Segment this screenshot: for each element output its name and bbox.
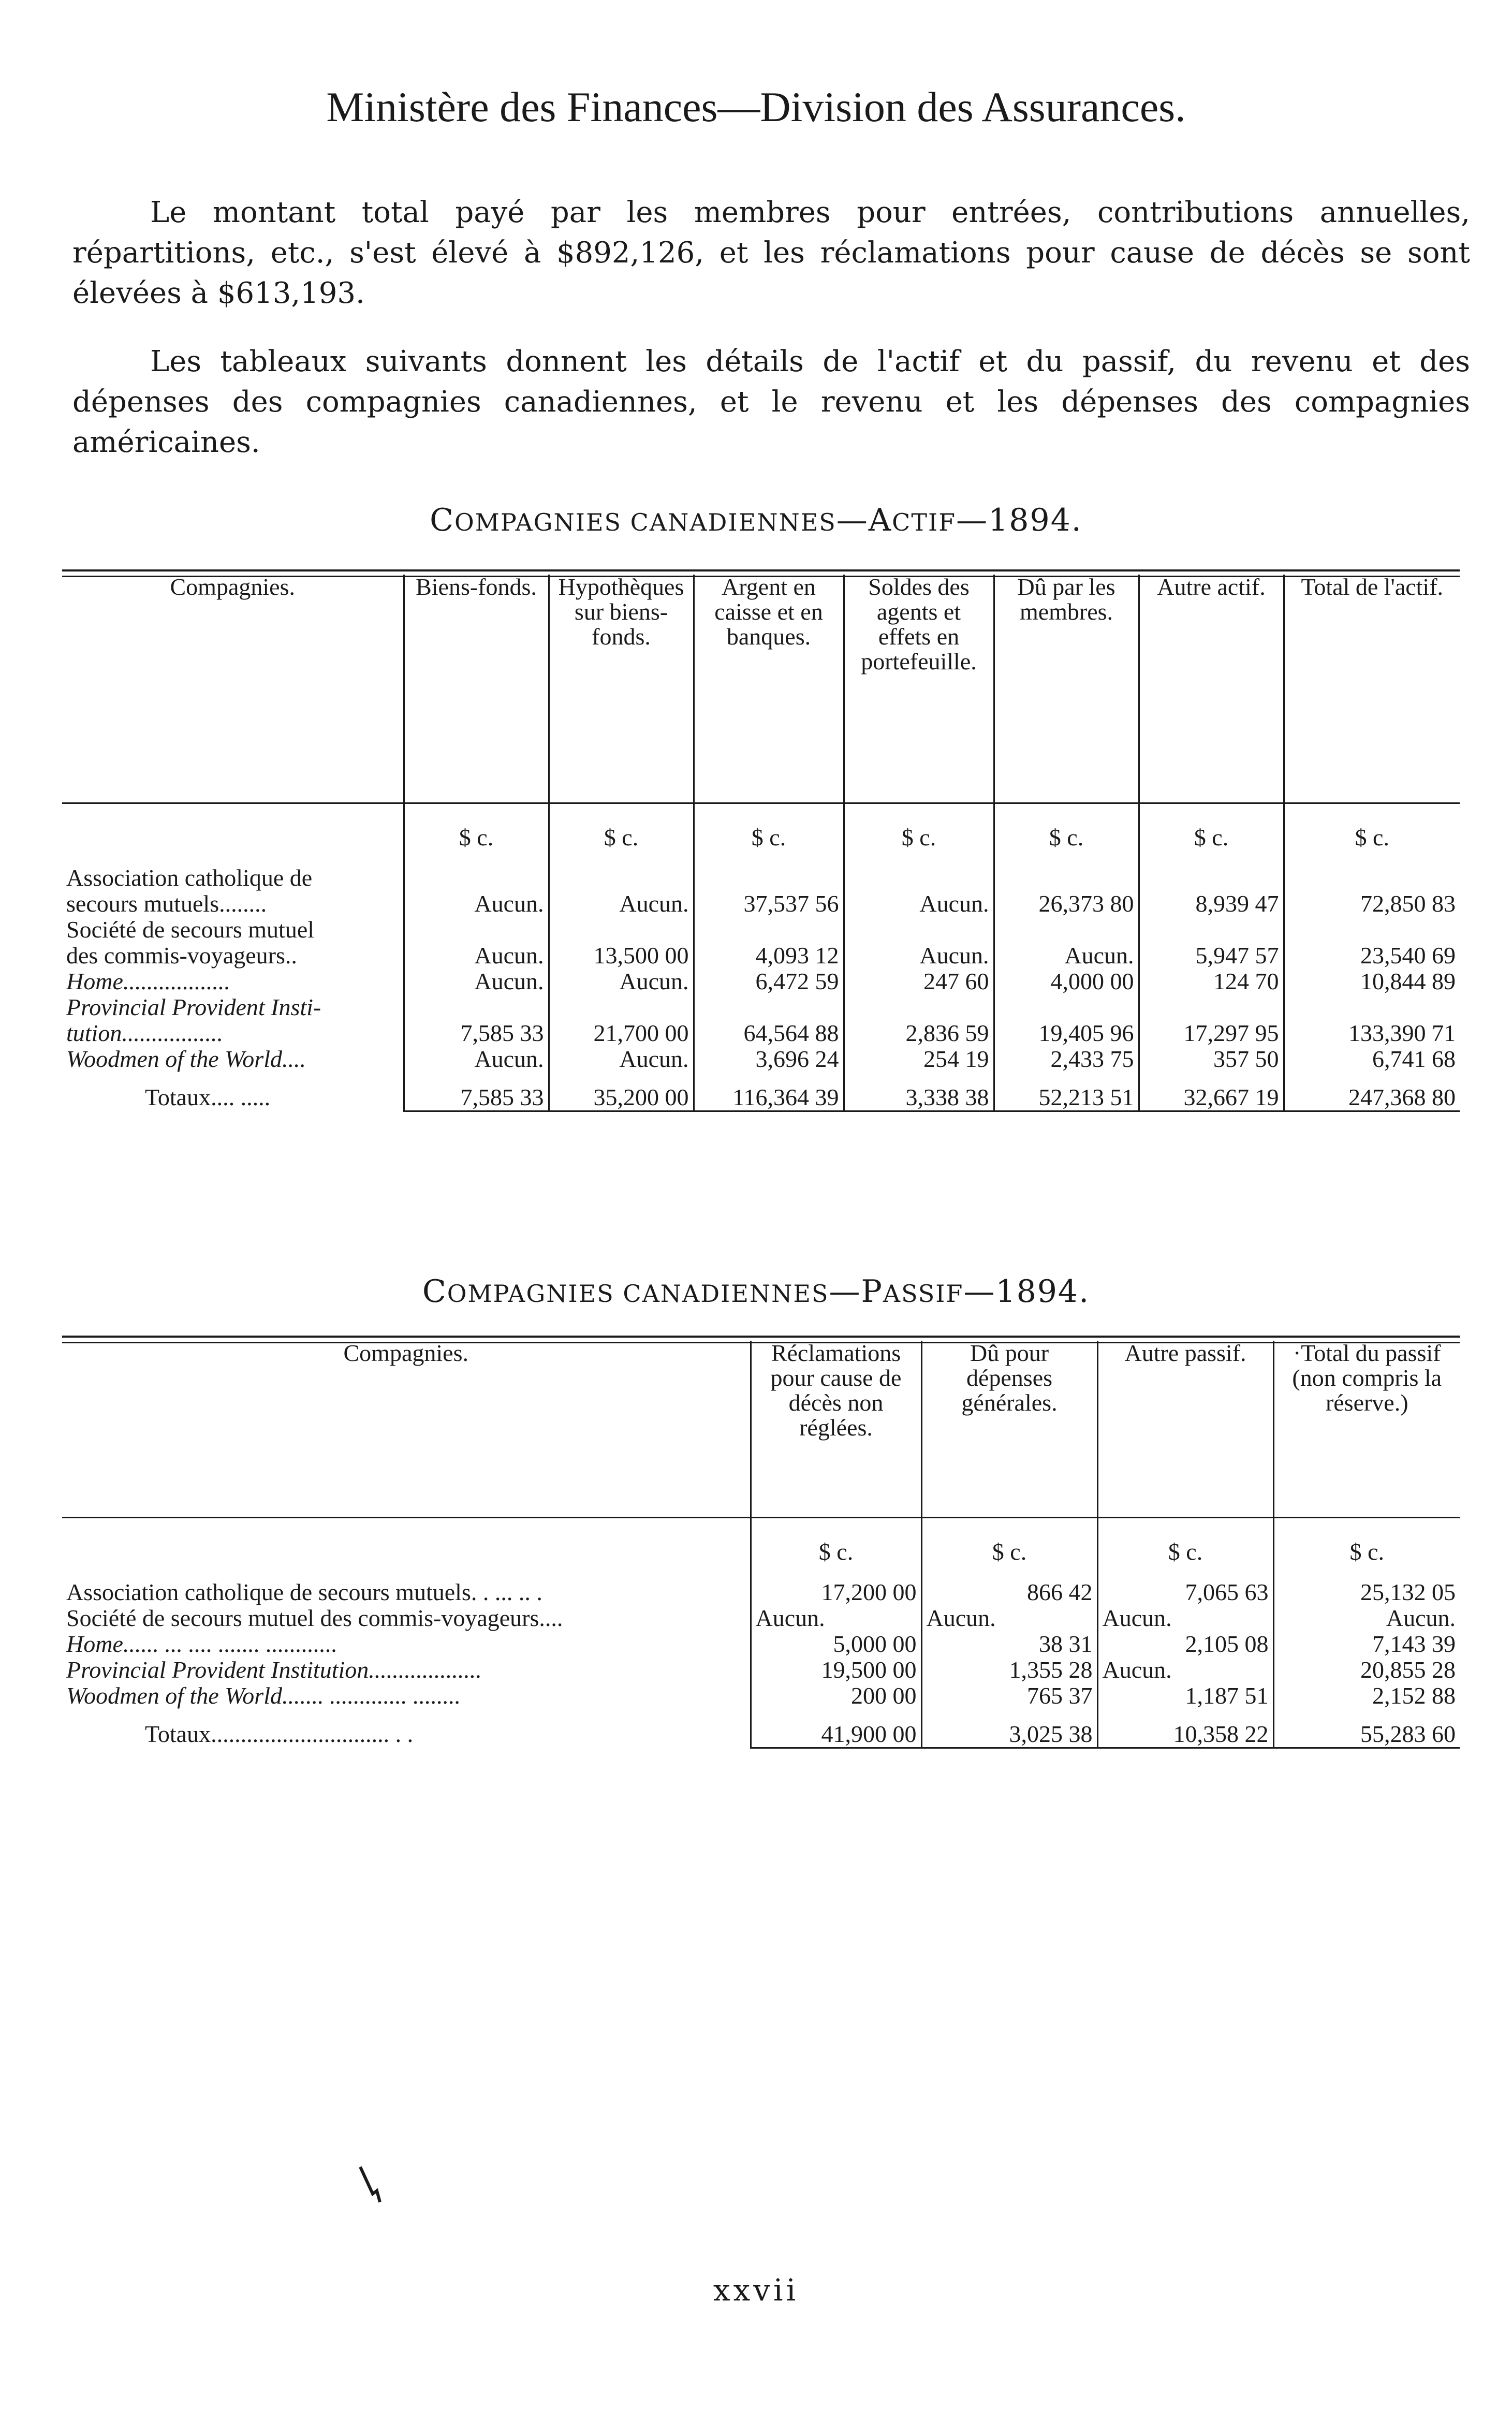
cell-value: 7,065 63: [1097, 1579, 1273, 1605]
cell-value: 26,373 80: [994, 865, 1139, 917]
totals-row: [62, 1072, 1460, 1111]
cell-value: Aucun.: [1273, 1605, 1460, 1631]
totals-label: Totaux.... .....: [145, 1084, 271, 1110]
cell-value: Aucun.: [549, 1046, 694, 1072]
intro-paragraph-2: Les tableaux suivants donnent les détails de l'actif et du passif, du revenu et des dépenses des compagnies canadiennes, et le revenu et les dépenses des compagnies américaines.: [72, 345, 1470, 459]
passif-header-total: ·Total du passif (non compris la réserve.): [1273, 1341, 1460, 1518]
cell-value: 1,355 28: [921, 1657, 1097, 1683]
cell-value: Aucun.: [844, 917, 994, 969]
cell-value: Aucun.: [921, 1605, 1097, 1631]
cell-value: 7,585 33: [404, 994, 549, 1046]
cell-value: 2,152 88: [1273, 1683, 1460, 1709]
total-value: 32,667 19: [1139, 1072, 1284, 1111]
cell-value: 64,564 88: [694, 994, 844, 1046]
cell-value: 19,500 00: [751, 1657, 921, 1683]
intro-paragraph-1: Le montant total payé par les membres pour entrées, contributions annuelles, répartitions, etc., s'est élevé à $892,126, et les réclamations pour cause de décès se sont élevées à $613,193.: [72, 196, 1470, 310]
passif-table: [62, 1341, 1460, 1762]
cell-value: 2,105 08: [1097, 1631, 1273, 1657]
cell-value: Aucun.: [994, 917, 1139, 969]
company-name: Home..................: [66, 968, 230, 994]
unit-label: $ c.: [1139, 804, 1284, 865]
total-value: 247,368 80: [1284, 1072, 1460, 1111]
total-value: 3,338 38: [844, 1072, 994, 1111]
company-name: Association catholique de secours mutuels........: [66, 864, 313, 917]
total-value: 35,200 00: [549, 1072, 694, 1111]
cell-value: 2,836 59: [844, 994, 994, 1046]
table-row: [62, 1683, 1460, 1709]
unit-label: $ c.: [1284, 804, 1460, 865]
unit-label: $ c.: [751, 1518, 921, 1579]
cell-value: Aucun.: [844, 865, 994, 917]
page-number: xxvii: [713, 2273, 799, 2308]
cell-value: 20,855 28: [1273, 1657, 1460, 1683]
actif-header-du-par-membres: Dû par les membres.: [994, 575, 1139, 803]
actif-header-compagnies: Compagnies.: [170, 574, 295, 600]
cell-value: 6,741 68: [1284, 1046, 1460, 1072]
cell-value: Aucun.: [1097, 1657, 1273, 1683]
table-row: [62, 865, 1460, 917]
cell-value: Aucun.: [751, 1605, 921, 1631]
actif-top-rule: [62, 569, 1460, 571]
cell-value: Aucun.: [549, 865, 694, 917]
company-name: Société de secours mutuel des commis-voyageurs....: [66, 1605, 563, 1631]
cell-value: 8,939 47: [1139, 865, 1284, 917]
table-row: [62, 969, 1460, 994]
actif-table-title: COMPAGNIES CANADIENNES—ACTIF—1894.: [430, 502, 1082, 538]
company-name: Société de secours mutuel des commis-voyageurs..: [66, 916, 315, 969]
company-name: Woodmen of the World....: [66, 1046, 306, 1072]
cell-value: 1,187 51: [1097, 1683, 1273, 1709]
table-row: [62, 1579, 1460, 1605]
table-row: [62, 1046, 1460, 1072]
actif-header-biens-fonds: Biens-fonds.: [404, 575, 549, 803]
table-row: [62, 994, 1460, 1046]
cell-value: 10,844 89: [1284, 969, 1460, 994]
cell-value: 7,143 39: [1273, 1631, 1460, 1657]
actif-unit-row: [62, 804, 1460, 865]
cell-value: 23,540 69: [1284, 917, 1460, 969]
actif-header-argent: Argent en caisse et en banques.: [694, 575, 844, 803]
cell-value: 200 00: [751, 1683, 921, 1709]
cell-value: Aucun.: [404, 917, 549, 969]
total-value: 10,358 22: [1097, 1709, 1273, 1748]
cell-value: Aucun.: [549, 969, 694, 994]
actif-header-total: Total de l'actif.: [1284, 575, 1460, 803]
cell-value: Aucun.: [404, 1046, 549, 1072]
cell-value: 357 50: [1139, 1046, 1284, 1072]
unit-label: $ c.: [694, 804, 844, 865]
unit-label: $ c.: [404, 804, 549, 865]
actif-header-soldes: Soldes des agents et effets en portefeuille.: [844, 575, 994, 803]
table-row: [62, 1631, 1460, 1657]
company-name: Provincial Provident Institution...................: [66, 1657, 482, 1683]
passif-unit-row: [62, 1518, 1460, 1579]
cell-value: 124 70: [1139, 969, 1284, 994]
cell-value: 6,472 59: [694, 969, 844, 994]
unit-label: $ c.: [994, 804, 1139, 865]
actif-header-row: [62, 575, 1460, 803]
cell-value: 133,390 71: [1284, 994, 1460, 1046]
unit-label: $ c.: [1097, 1518, 1273, 1579]
unit-label: $ c.: [549, 804, 694, 865]
unit-label: $ c.: [844, 804, 994, 865]
cell-value: 25,132 05: [1273, 1579, 1460, 1605]
company-name: Home...... ... .... ....... ............: [66, 1631, 337, 1657]
passif-header-reclamations: Réclamations pour cause de décès non réglées.: [751, 1341, 921, 1518]
table-row: [62, 1657, 1460, 1683]
table-row: [62, 917, 1460, 969]
cell-value: 254 19: [844, 1046, 994, 1072]
cell-value: 866 42: [921, 1579, 1097, 1605]
total-value: 41,900 00: [751, 1709, 921, 1748]
passif-header-row: [62, 1341, 1460, 1518]
cell-value: Aucun.: [404, 969, 549, 994]
total-value: 7,585 33: [404, 1072, 549, 1111]
cell-value: 13,500 00: [549, 917, 694, 969]
company-name: Provincial Provident Insti- tution.................: [66, 994, 321, 1046]
actif-header-hypotheques: Hypothèques sur biens-fonds.: [549, 575, 694, 803]
total-value: 55,283 60: [1273, 1709, 1460, 1748]
passif-header-compagnies: Compagnies.: [343, 1340, 468, 1366]
totals-label: Totaux.............................. . .: [145, 1721, 414, 1747]
cell-value: 5,947 57: [1139, 917, 1284, 969]
table-row: [62, 1605, 1460, 1631]
cell-value: Aucun.: [1097, 1605, 1273, 1631]
cell-value: 17,200 00: [751, 1579, 921, 1605]
passif-top-rule: [62, 1336, 1460, 1338]
cell-value: 72,850 83: [1284, 865, 1460, 917]
cell-value: 4,093 12: [694, 917, 844, 969]
cell-value: 21,700 00: [549, 994, 694, 1046]
cell-value: 247 60: [844, 969, 994, 994]
total-value: 52,213 51: [994, 1072, 1139, 1111]
page-heading: Ministère des Finances—Division des Assurances.: [326, 83, 1186, 130]
cell-value: 4,000 00: [994, 969, 1139, 994]
cell-value: 5,000 00: [751, 1631, 921, 1657]
total-value: 3,025 38: [921, 1709, 1097, 1748]
unit-label: $ c.: [921, 1518, 1097, 1579]
cell-value: 765 37: [921, 1683, 1097, 1709]
cell-value: 2,433 75: [994, 1046, 1139, 1072]
company-name: Association catholique de secours mutuels. . ... .. .: [66, 1579, 542, 1605]
passif-header-du-pour-depenses: Dû pour dépenses générales.: [921, 1341, 1097, 1518]
cell-value: 19,405 96: [994, 994, 1139, 1046]
cell-value: 37,537 56: [694, 865, 844, 917]
ink-mark: [357, 2164, 388, 2205]
cell-value: 3,696 24: [694, 1046, 844, 1072]
passif-table-title: COMPAGNIES CANADIENNES—PASSIF—1894.: [422, 1273, 1090, 1310]
company-name: Woodmen of the World....... ............. ........: [66, 1682, 461, 1709]
total-value: 116,364 39: [694, 1072, 844, 1111]
actif-table: [62, 575, 1460, 1125]
cell-value: 17,297 95: [1139, 994, 1284, 1046]
cell-value: Aucun.: [404, 865, 549, 917]
cell-value: 38 31: [921, 1631, 1097, 1657]
unit-label: $ c.: [1273, 1518, 1460, 1579]
passif-header-autre-passif: Autre passif.: [1097, 1341, 1273, 1518]
actif-header-autre-actif: Autre actif.: [1139, 575, 1284, 803]
totals-row: [62, 1709, 1460, 1748]
